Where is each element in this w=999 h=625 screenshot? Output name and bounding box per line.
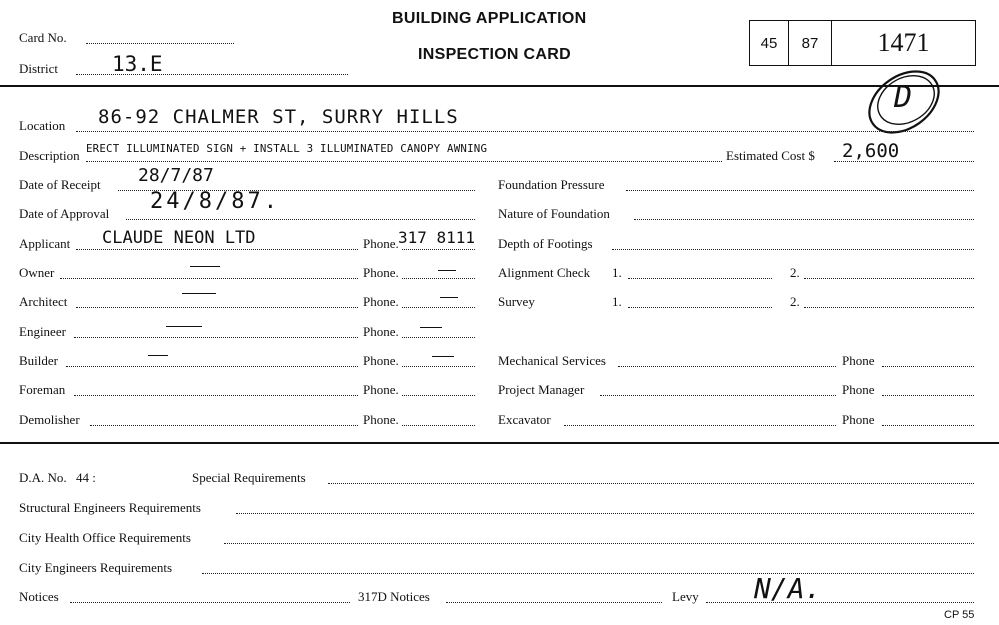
builder-label: Builder [19, 353, 58, 368]
special-requirements-label: Special Requirements [192, 470, 306, 485]
notices-317d-label: 317D Notices [358, 589, 430, 604]
applicant-phone-value: 317 8111 [398, 228, 476, 247]
details-divider [0, 442, 999, 444]
architect-label: Architect [19, 294, 68, 309]
alignment-1-label: 1. [612, 265, 622, 280]
card-no-label: Card No. [19, 30, 67, 45]
owner-phone-dash [438, 270, 456, 271]
engineer-label: Engineer [19, 324, 66, 339]
foundation-pressure-field[interactable] [626, 190, 974, 191]
alignment-check-label: Alignment Check [498, 265, 591, 280]
notices-field[interactable] [70, 602, 350, 603]
notices-317d-field[interactable] [446, 602, 662, 603]
da-no-value: 44 : [76, 470, 96, 485]
alignment-1-field[interactable] [628, 278, 772, 279]
applicant-phone-field[interactable] [402, 249, 475, 250]
structural-field[interactable] [236, 513, 974, 514]
foreman-field[interactable] [74, 395, 358, 396]
card-box-2 [788, 20, 832, 66]
structural-label: Structural Engineers Requirements [19, 500, 201, 515]
survey-1-field[interactable] [628, 307, 772, 308]
card-box-1-value: 45 [760, 34, 778, 52]
survey-2-label: 2. [790, 294, 800, 309]
nature-foundation-label: Nature of Foundation [498, 206, 610, 221]
location-label: Location [19, 118, 66, 133]
builder-field[interactable] [66, 366, 358, 367]
builder-phone-label: Phone. [363, 353, 399, 368]
levy-label: Levy [672, 589, 699, 604]
demolisher-label: Demolisher [19, 412, 80, 427]
architect-dash [182, 293, 216, 294]
date-approval-field[interactable] [126, 219, 475, 220]
foreman-phone-label: Phone. [363, 382, 399, 397]
date-approval-value: 24/8/87. [150, 189, 280, 214]
applicant-phone-label: Phone. [363, 236, 399, 251]
survey-1-label: 1. [612, 294, 622, 309]
depth-footings-label: Depth of Footings [498, 236, 593, 251]
engineer-phone-field[interactable] [402, 337, 475, 338]
mechanical-phone-label: Phone [842, 353, 875, 368]
depth-footings-field[interactable] [612, 249, 974, 250]
owner-dash [190, 266, 220, 267]
foreman-label: Foreman [19, 382, 66, 397]
engineer-dash [166, 326, 202, 327]
owner-phone-label: Phone. [363, 265, 399, 280]
foundation-pressure-label: Foundation Pressure [498, 177, 605, 192]
alignment-2-field[interactable] [804, 278, 974, 279]
architect-phone-field[interactable] [402, 307, 475, 308]
card-number-value: 1471 [877, 28, 930, 57]
demolisher-phone-field[interactable] [402, 425, 475, 426]
location-value: 86-92 CHALMER ST, SURRY HILLS [98, 106, 459, 128]
builder-phone-field[interactable] [402, 366, 475, 367]
estimated-cost-label: Estimated Cost $ [726, 148, 815, 163]
owner-label: Owner [19, 265, 55, 280]
engineer-phone-label: Phone. [363, 324, 399, 339]
description-field[interactable] [86, 161, 722, 162]
date-receipt-label: Date of Receipt [19, 177, 101, 192]
mechanical-label: Mechanical Services [498, 353, 606, 368]
health-label: City Health Office Requirements [19, 530, 191, 545]
header-divider [0, 85, 999, 87]
applicant-label: Applicant [19, 236, 71, 251]
owner-field[interactable] [60, 278, 358, 279]
builder-dash [148, 355, 168, 356]
card-box-3 [831, 20, 976, 66]
city-engineers-label: City Engineers Requirements [19, 560, 173, 575]
health-field[interactable] [224, 543, 974, 544]
excavator-label: Excavator [498, 412, 551, 427]
district-value: 13.E [112, 52, 163, 76]
builder-phone-dash [432, 356, 454, 357]
description-label: Description [19, 148, 80, 163]
project-manager-phone-label: Phone [842, 382, 875, 397]
engineer-field[interactable] [74, 337, 358, 338]
excavator-phone-field[interactable] [882, 425, 974, 426]
circled-mark-letter: D [894, 80, 913, 115]
levy-field[interactable] [706, 602, 974, 603]
demolisher-field[interactable] [90, 425, 358, 426]
architect-phone-label: Phone. [363, 294, 399, 309]
description-value: ERECT ILLUMINATED SIGN + INSTALL 3 ILLUMINATED CANOPY AWNING [86, 142, 488, 155]
levy-value: N/A. [754, 572, 822, 605]
estimated-cost-value: 2,600 [842, 140, 900, 162]
notices-label: Notices [19, 589, 59, 604]
special-requirements-field[interactable] [328, 483, 974, 484]
card-no-field[interactable] [86, 43, 234, 44]
applicant-field[interactable] [76, 249, 358, 250]
demolisher-phone-label: Phone. [363, 412, 399, 427]
alignment-2-label: 2. [790, 265, 800, 280]
engineer-phone-dash [420, 327, 442, 328]
foreman-phone-field[interactable] [402, 395, 475, 396]
nature-foundation-field[interactable] [634, 219, 974, 220]
architect-field[interactable] [76, 307, 358, 308]
da-no-label: D.A. No. [19, 470, 67, 485]
survey-2-field[interactable] [804, 307, 974, 308]
city-engineers-field[interactable] [202, 573, 974, 574]
owner-phone-field[interactable] [402, 278, 475, 279]
excavator-field[interactable] [564, 425, 836, 426]
date-approval-label: Date of Approval [19, 206, 110, 221]
applicant-value: CLAUDE NEON LTD [102, 228, 256, 248]
project-manager-phone-field[interactable] [882, 395, 974, 396]
excavator-phone-label: Phone [842, 412, 875, 427]
architect-phone-dash [440, 297, 458, 298]
mechanical-phone-field[interactable] [882, 366, 974, 367]
card-box-1 [749, 20, 789, 66]
title-line2: INSPECTION CARD [418, 46, 571, 63]
title-line1: BUILDING APPLICATION [392, 10, 587, 27]
form-code: CP 55 [944, 609, 975, 621]
district-label: District [19, 61, 58, 76]
date-receipt-value: 28/7/87 [138, 165, 214, 186]
card-box-2-value: 87 [801, 34, 819, 52]
project-manager-label: Project Manager [498, 382, 585, 397]
location-field[interactable] [76, 131, 974, 132]
project-manager-field[interactable] [600, 395, 836, 396]
mechanical-field[interactable] [618, 366, 836, 367]
survey-label: Survey [498, 294, 535, 309]
